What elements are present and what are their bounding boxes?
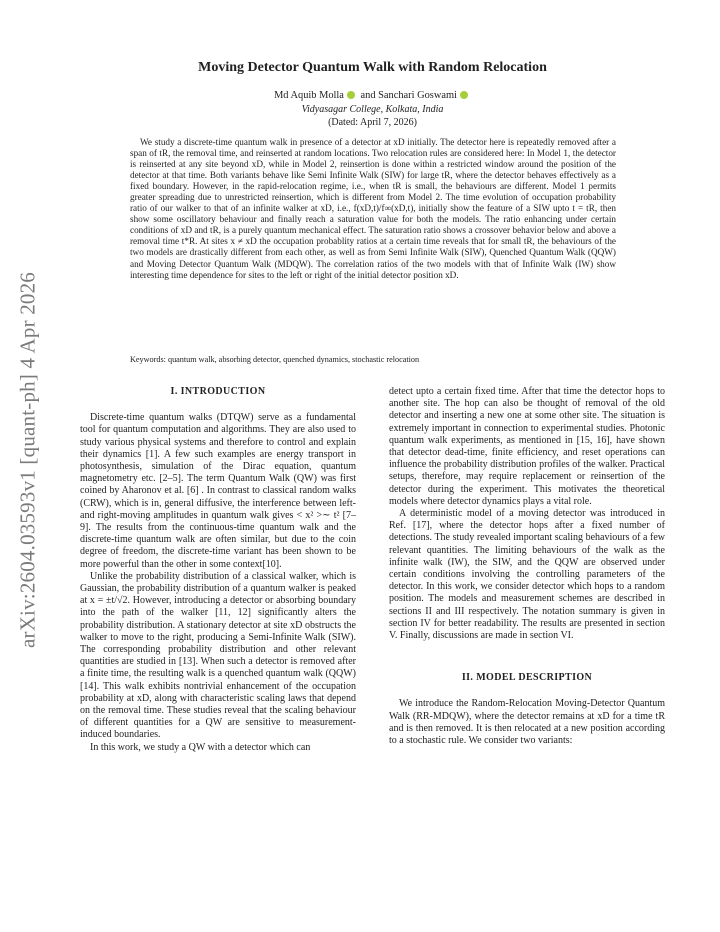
author-and: and	[360, 90, 376, 101]
paper-title: Moving Detector Quantum Walk with Random Relocation	[198, 60, 547, 75]
section-heading-model-description: II. MODEL DESCRIPTION	[461, 672, 593, 684]
author-1: Md Aquib Molla	[274, 90, 344, 101]
keywords: Keywords: quantum walk, absorbing detector, quenched dynamics, stochastic relocation	[130, 355, 420, 364]
affiliation: Vidyasagar College, Kolkata, India	[301, 104, 444, 115]
arxiv-id: arXiv:2604.03593v1 [quant-ph] 4 Apr 2026	[15, 271, 40, 649]
orcid-icon[interactable]	[460, 91, 468, 99]
left-column	[80, 386, 356, 754]
paragraph: A deterministic model of a moving detector was introduced in Ref. [17], where the detector hops after a fixed number of detections. The study revealed important scaling behaviours of a few relevant quantities. The limiting behaviours of the walk as the infinite walk (IW), the SIW, and the QQW are observed under certain conditions involving the controlling parameters of the detector. In this work, we consider detector which hops to a random position. The models and measurement schemes are described in sections II and III respectively. The notation summary is given in section IV for better readability. The results are presented in section V. Finally, discussions are made in section VI.	[389, 508, 665, 642]
paragraph: In this work, we study a QW with a detector which can	[90, 741, 311, 753]
paragraph: Unlike the probability distribution of a classical walker, which is Gaussian, the probability distribution of a quantum walker is peaked at x = ±t/√2. However, introducing a detector or absorbing boundary into the path of the walker [11, 12] significantly alters the probability distribution. A stationary detector at site xD obstructs the walker to move to the right, producing a Semi-Infinite Walk (SIW). The corresponding probability distribution and other relevant quantities are studied in [13]. When such a detector is removed after a finite time, the resulting walk is a quenched quantum walk (QQW) [14]. This walk exhibits nontrivial enhancement of the occupation probability at xD, along with characteristic scaling laws that depend on the removal time. These studies reveal that the scaling behaviour of different quantities for a QW are sensitive to measurement-induced boundaries.	[80, 570, 356, 741]
arxiv-sidebar	[8, 250, 48, 670]
author-2: Sanchari Goswami	[378, 90, 457, 101]
paragraph: detect upto a certain fixed time. After that time the detector hops to another site. The hop can also be thought of removal of the old detector and inserting a new one at some other site. The situation is extremely important in connection to experimental studies. Photonic quantum walk experiments, as mentioned in [15, 16], have shown that detector dead-time, finite efficiency, and reset operations can influence the probability distribution profiles of the walker. Practical setups, therefore, may require replacement or reinsertion of the detector during the experiment. This motivates the theoretical models where detector dynamics plays a vital role.	[389, 386, 665, 507]
date-line: (Dated: April 7, 2026)	[328, 117, 417, 128]
paragraph: We introduce the Random-Relocation Moving-Detector Quantum Walk (RR-MDQW), where the detector remains at xD for a time tR and is then removed. It is then relocated at a new position according to a stochastic rule. We consider two variants:	[389, 698, 665, 747]
abstract: We study a discrete-time quantum walk in presence of a detector at xD initially. The detector here is repeatedly removed after a span of tR, the removal time, and reinserted at random locations. Two relocation rules are considered here: In Model 1, the detector is reinserted at any site beyond xD, while in Model 2, reinsertion is done within a restricted window around the position of the detector at that time. Both variants behave like Semi Infinite Walk (SIW) for large tR, where the detector behaves effectively as a fixed boundary. However, in the rapid-relocation regime, i.e., when tR is small, the behaviours are different. Model 1 permits greater spreading due to unrestricted reinsertion, which is different from Model 2. The time evolution of occupation probability ratio of our walker to that of an infinite walker at xD, i.e., f(xD,t)/f∞(xD,t), initially show the feature of a SIW upto t = tR, then show some oscillatory behaviour and finally reach a saturation value for both the models. The ratio enhancing under certain conditions of xD and tR, is a purely quantum mechanical effect. The saturation ratio shows a crossover behavior below and above a removal time t*R. At sites x ≠ xD the occupation probablity ratios at a certain time reveals that for small tR, the behaviours of the two models are drastically different from each other, as well as from Semi Infinite Walk (SIW), Quenched Quantum Walk (QQW) and Moving Detector Quantum Walk (MDQW). The correlation ratios of the two models with that of Infinite Walk (IW) show interesting time dependence for sites to the left or right of the initial detector position xD.	[130, 137, 616, 280]
right-column	[389, 386, 665, 747]
author-line	[80, 90, 665, 101]
section-heading-introduction: I. INTRODUCTION	[170, 386, 266, 397]
orcid-icon[interactable]	[347, 91, 355, 99]
paragraph: Discrete-time quantum walks (DTQW) serve as a fundamental tool for quantum computation and algorithms. They are also used to study various physical systems and therefore to control and explain their dynamics [1]. A few such examples are energy transport in photosynthesis, simulation of the Dirac equation, quantum magnetometry etc. [2–5]. The term Quantum Walk (QW) was first coined by Aharonov et al. [6] . In contrast to classical random walks (CRW), which is in, general diffusive, the interference between left- and right-moving amplitudes in quantum walk gives < x² >∼ t² [7–9]. The results from the continuous-time quantum walk and the discrete-time quantum walk are often similar, but due to the coin degree of freedom, the discrete-time variant has been shown to be more powerful than the other in some context[10].	[80, 412, 356, 570]
